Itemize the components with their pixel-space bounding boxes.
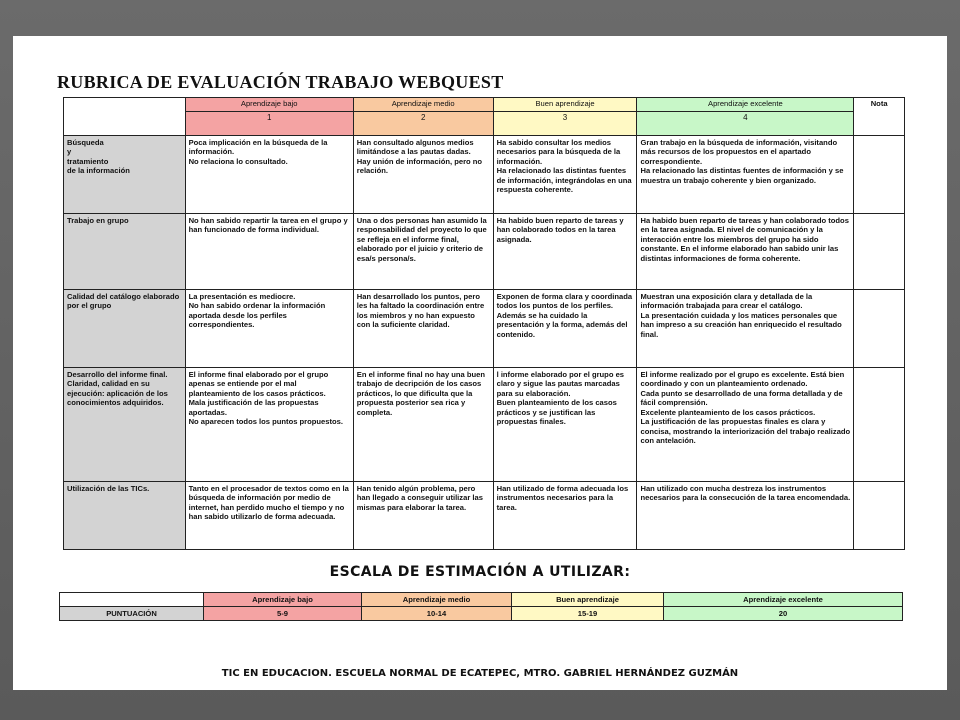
descriptor-cell: l informe elaborado por el grupo es claro y sigue las pautas marcadas para su elaboración. Buen planteamiento de los casos prácticos y se justifican las propuestas finales. <box>493 368 637 482</box>
rubric-row-busqueda <box>64 136 905 214</box>
puntuacion-label: PUNTUACIÓN <box>60 607 204 621</box>
level-label-excelente: Aprendizaje excelente <box>637 98 854 112</box>
level-num-3: 3 <box>493 112 637 136</box>
nota-header: Nota <box>854 98 905 136</box>
nota-cell[interactable] <box>854 214 905 290</box>
descriptor-cell: Muestran una exposición clara y detallada de la información trabajada para crear el catálogo. La presentación cuidada y los matices personales que han impreso a su creación han enriquecido el resultado final. <box>637 290 854 368</box>
descriptor-cell: Ha habido buen reparto de tareas y han colaborado todos en la tarea asignada. El nivel de comunicación y la interacción entre los miembros del grupo ha sido constante. En el informe elaborado han sabido unir las distintas informaciones de forma coherente. <box>637 214 854 290</box>
score-range-excelente: 20 <box>664 607 903 621</box>
descriptor-cell: Tanto en el procesador de textos como en la búsqueda de información por medio de internet, han perdido mucho el tiempo y no han sabido utilizarlo de forma adecuada. <box>185 482 353 550</box>
rubric-document <box>45 72 915 621</box>
rubric-row-tics <box>64 482 905 550</box>
footer-credit: TIC EN EDUCACION. ESCUELA NORMAL DE ECATEPEC, MTRO. GABRIEL HERNÁNDEZ GUZMÁN <box>221 668 739 679</box>
score-range-medio: 10-14 <box>362 607 512 621</box>
scale-title: ESCALA DE ESTIMACIÓN A UTILIZAR: <box>329 564 631 580</box>
criterion-cell: Calidad del catálogo elaborado por el grupo <box>64 290 186 368</box>
criterion-cell: Desarrollo del informe final. Claridad, calidad en su ejecución: aplicación de los conocimientos adquiridos. <box>64 368 186 482</box>
descriptor-cell: La presentación es mediocre. No han sabido ordenar la información aportada desde los perfiles correspondientes. <box>185 290 353 368</box>
descriptor-cell: Poca implicación en la búsqueda de la información. No relaciona lo consultado. <box>185 136 353 214</box>
corner-cell <box>64 98 186 136</box>
scale-label-bajo: Aprendizaje bajo <box>204 593 362 607</box>
descriptor-cell: Ha habido buen reparto de tareas y han colaborado todos en la tarea asignada. <box>493 214 637 290</box>
scale-table <box>59 592 903 621</box>
descriptor-cell: Han desarrollado los puntos, pero les ha faltado la coordinación entre los miembros y no han expuesto con la suficiente claridad. <box>353 290 493 368</box>
descriptor-cell: No han sabido repartir la tarea en el grupo y han funcionado de forma individual. <box>185 214 353 290</box>
criterion-cell: Trabajo en grupo <box>64 214 186 290</box>
scale-corner <box>60 593 204 607</box>
descriptor-cell: Han utilizado de forma adecuada los instrumentos necesarios para la tarea. <box>493 482 637 550</box>
level-num-2: 2 <box>353 112 493 136</box>
nota-cell[interactable] <box>854 368 905 482</box>
nota-cell[interactable] <box>854 482 905 550</box>
descriptor-cell: Exponen de forma clara y coordinada todos los puntos de los perfiles. Además se ha cuidado la presentación y la forma, además del contenido. <box>493 290 637 368</box>
scale-label-bueno: Buen aprendizaje <box>512 593 664 607</box>
score-range-bueno: 15-19 <box>512 607 664 621</box>
descriptor-cell: Gran trabajo en la búsqueda de información, visitando más recursos de los propuestos en el apartado correspondiente. Ha relacionado las distintas fuentes de información y se muestra un trabajo coherente y bien organizado. <box>637 136 854 214</box>
descriptor-cell: El informe final elaborado por el grupo apenas se entiende por el mal planteamiento de los casos prácticos. Mala justificación de las propuestas aportadas. No aparecen todos los puntos propuestos. <box>185 368 353 482</box>
level-num-1: 1 <box>185 112 353 136</box>
descriptor-cell: El informe realizado por el grupo es excelente. Está bien coordinado y con un planteamiento ordenado. Cada punto se desarrollado de una forma detallada y de fácil comprensión. Excelente planteamiento de los casos prácticos. La justificación de las propuestas finales es clara y concisa, mostrando la interiorización del trabajo realizado con antelación. <box>637 368 854 482</box>
level-label-bueno: Buen aprendizaje <box>493 98 637 112</box>
descriptor-cell: Han utilizado con mucha destreza los instrumentos necesarios para la consecución de la tarea encomendada. <box>637 482 854 550</box>
criterion-cell: Búsqueda y tratamiento de la información <box>64 136 186 214</box>
document-title: RUBRICA DE EVALUACIÓN TRABAJO WEBQUEST <box>57 72 504 92</box>
nota-cell[interactable] <box>854 290 905 368</box>
rubric-row-calidad-catalogo <box>64 290 905 368</box>
descriptor-cell: Han consultado algunos medios limitándose a las pautas dadas. Hay unión de información, pero no relación. <box>353 136 493 214</box>
level-num-4: 4 <box>637 112 854 136</box>
score-range-bajo: 5-9 <box>204 607 362 621</box>
criterion-cell: Utilización de las TICs. <box>64 482 186 550</box>
rubric-table <box>63 97 905 550</box>
level-label-bajo: Aprendizaje bajo <box>185 98 353 112</box>
descriptor-cell: Han tenido algún problema, pero han llegado a conseguir utilizar las mismas para elaborar la tarea. <box>353 482 493 550</box>
nota-cell[interactable] <box>854 136 905 214</box>
descriptor-cell: En el informe final no hay una buen trabajo de decripción de los casos prácticos, lo que dificulta que la propuesta posterior sea rica y completa. <box>353 368 493 482</box>
rubric-row-informe-final <box>64 368 905 482</box>
scale-label-medio: Aprendizaje medio <box>362 593 512 607</box>
level-label-medio: Aprendizaje medio <box>353 98 493 112</box>
rubric-row-trabajo-grupo <box>64 214 905 290</box>
descriptor-cell: Ha sabido consultar los medios necesarios para la búsqueda de la información. Ha relacionado las distintas fuentes de información, integrándolas en una respuesta coherente. <box>493 136 637 214</box>
descriptor-cell: Una o dos personas han asumido la responsabilidad del proyecto lo que se refleja en el informe final, elaborado por el juicio y criterio de esa/s persona/s. <box>353 214 493 290</box>
scale-label-excelente: Aprendizaje excelente <box>664 593 903 607</box>
